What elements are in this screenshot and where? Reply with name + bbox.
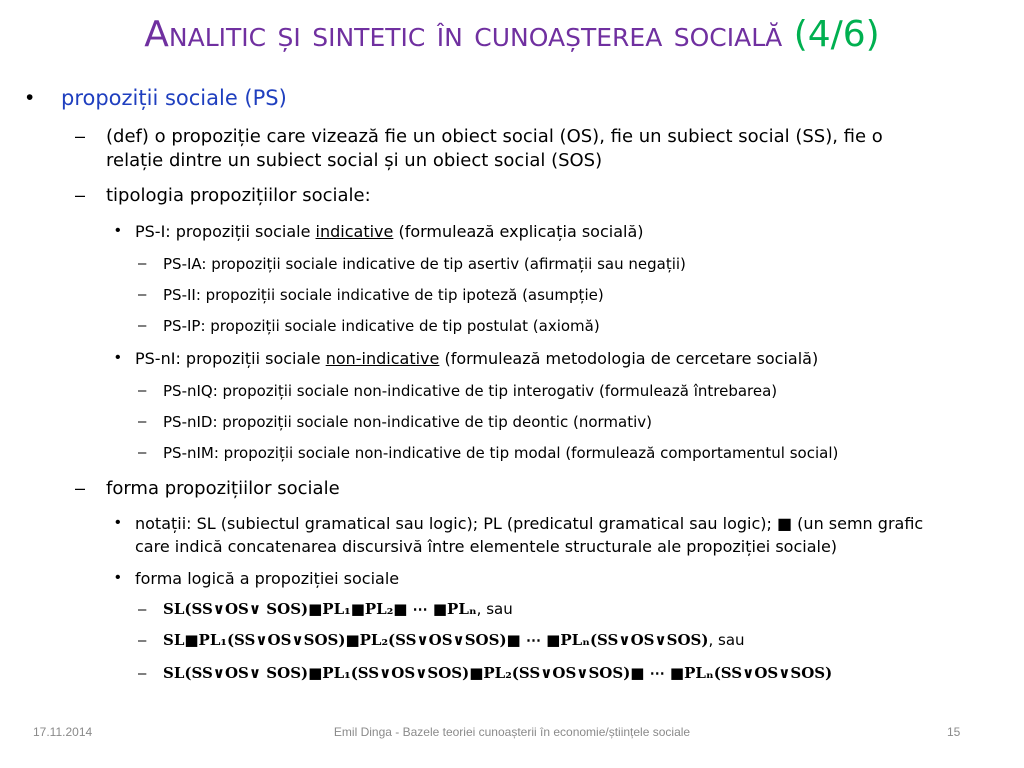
definition-line-1: (def) o propoziție care vizează fie un obiect social (OS), fie un subiect social (SS), fie o [106,126,883,147]
dash-icon: – [138,382,147,399]
bullet-dot-icon: • [115,349,121,366]
bullet-dot-icon: • [115,514,121,531]
dash-icon: – [75,478,86,498]
dash-icon: – [138,601,147,618]
dash-icon: – [138,286,147,303]
ps-nim-item: PS-nIM: propoziții sociale non-indicative de tip modal (formulează comportamentul social) [163,444,839,462]
ps-i-suffix: (formulează explicația socială) [398,222,644,241]
ps-ni-suffix: (formulează metodologia de cercetare socială) [444,349,819,368]
formula-3-expr: SL(SS∨OS∨ SOS)■PL₁(SS∨OS∨SOS)■PL₂(SS∨OS∨SOS)■ ⋯ ■PLₙ(SS∨OS∨SOS) [163,664,833,682]
dash-icon: – [75,185,86,205]
ps-niq-item: PS-nIQ: propoziții sociale non-indicative de tip interogativ (formulează întrebarea) [163,382,778,400]
formula-1-suffix: , sau [476,600,513,618]
ps-ni-underlined: non-indicative [325,349,440,368]
notatii-line-2: care indică concatenarea discursivă între elementele structurale ale propoziției sociale) [135,537,838,556]
bullet-dot-icon: • [115,569,121,586]
dash-icon: – [138,444,147,461]
definition-line-2: relație dintre un subiect social și un obiect social (SOS) [106,150,603,171]
notatii-line-1: notații: SL (subiectul gramatical sau logic); PL (predicatul gramatical sau logic); ■ (un semn grafic [135,514,924,533]
ps-nid-item: PS-nID: propoziții sociale non-indicative de tip deontic (normativ) [163,413,653,431]
dash-icon: – [138,632,147,649]
dash-icon: – [138,317,147,334]
footer-date: 17.11.2014 [33,725,93,739]
footer-page-number: 15 [947,725,961,739]
title-number: (4/6) [793,14,880,55]
dash-icon: – [138,665,147,682]
footer-center: Emil Dinga - Bazele teoriei cunoașterii în economie/științele sociale [333,725,691,739]
formula-2 [163,631,745,649]
ps-ni-prefix: PS-nI: propoziții sociale [135,349,321,368]
dash-icon: – [138,413,147,430]
dash-icon: – [138,255,147,272]
formula-1-expr: SL(SS∨OS∨ SOS)■PL₁■PL₂■ ⋯ ■PLₙ [163,600,477,618]
bullet-ps: propoziții sociale (PS) [61,86,287,110]
bullet-dot-icon: • [115,222,121,239]
ps-ii-item: PS-II: propoziții sociale indicative de tip ipoteză (asumpție) [163,286,604,304]
formula-2-suffix: , sau [708,631,745,649]
forma-heading: forma propozițiilor sociale [106,478,340,499]
forma-logica-item: forma logică a propoziției sociale [135,569,400,588]
ps-ia-item: PS-IA: propoziții sociale indicative de tip asertiv (afirmații sau negații) [163,255,686,273]
formula-1 [163,600,513,618]
formula-2-expr: SL■PL₁(SS∨OS∨SOS)■PL₂(SS∨OS∨SOS)■ ⋯ ■PLₙ(SS∨OS∨SOS) [163,631,709,649]
ps-ip-item: PS-IP: propoziții sociale indicative de tip postulat (axiomă) [163,317,600,335]
ps-i-underlined: indicative [315,222,394,241]
title-main: Analitic și sintetic în cunoașterea socială [144,14,783,55]
ps-i-prefix: PS-I: propoziții sociale [135,222,311,241]
formula-3 [163,664,832,682]
ps-i-item [135,222,644,241]
bullet-dot-icon: • [26,86,34,109]
tipologia-heading: tipologia propozițiilor sociale: [106,185,371,206]
ps-ni-item [135,349,818,368]
dash-icon: – [75,126,86,146]
